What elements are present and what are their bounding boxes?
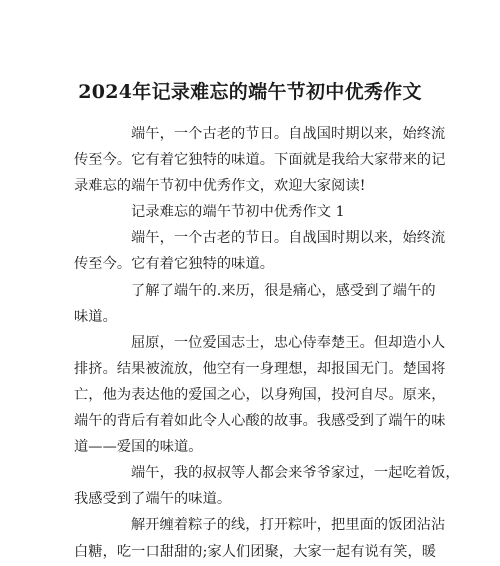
text-line: 排挤。结果被流放，他空有一身理想，却报国无门。楚国将 (74, 360, 446, 377)
text-line: 屈原，一位爱国志士，忠心侍奉楚王。但却造小人 (131, 334, 446, 351)
text-line: 传至今。它有着它独特的味道。下面就是我给大家带来的记 (74, 152, 446, 169)
text-line: 道——爱国的味道。 (74, 439, 203, 456)
text-line: 白糖，吃一口甜甜的;家人们团聚，大家一起有说有笑，暖 (74, 543, 437, 560)
text-line: 端午，我的叔叔等人都会来爷爷家过，一起吃着饭， (131, 465, 460, 482)
text-line: 了解了端午的.来历，很是痛心，感受到了端午的 (131, 282, 436, 299)
text-line: 我感受到了端午的味道。 (74, 491, 232, 508)
text-line: 录难忘的端午节初中优秀作文，欢迎大家阅读! (74, 178, 366, 195)
text-line: 亡，他为表达他的爱国之心，以身殉国，投河自尽。原来， (74, 386, 446, 403)
text-line: 传至今。它有着它独特的味道。 (74, 256, 275, 273)
text-line: 解开缠着粽子的线，打开粽叶，把里面的饭团沾沾 (131, 517, 446, 534)
document-title: 2024年记录难忘的端午节初中优秀作文 (78, 81, 422, 103)
text-line: 端午，一个古老的节日。自战国时期以来，始终流 (131, 230, 446, 247)
text-line: 味道。 (74, 308, 117, 325)
document-body (74, 121, 460, 565)
text-line: 端午的背后有着如此令人心酸的故事。我感受到了端午的味 (74, 413, 446, 430)
text-line: 端午，一个古老的节日。自战国时期以来，始终流 (131, 126, 446, 142)
text-line: 记录难忘的端午节初中优秀作文 1 (131, 204, 345, 221)
